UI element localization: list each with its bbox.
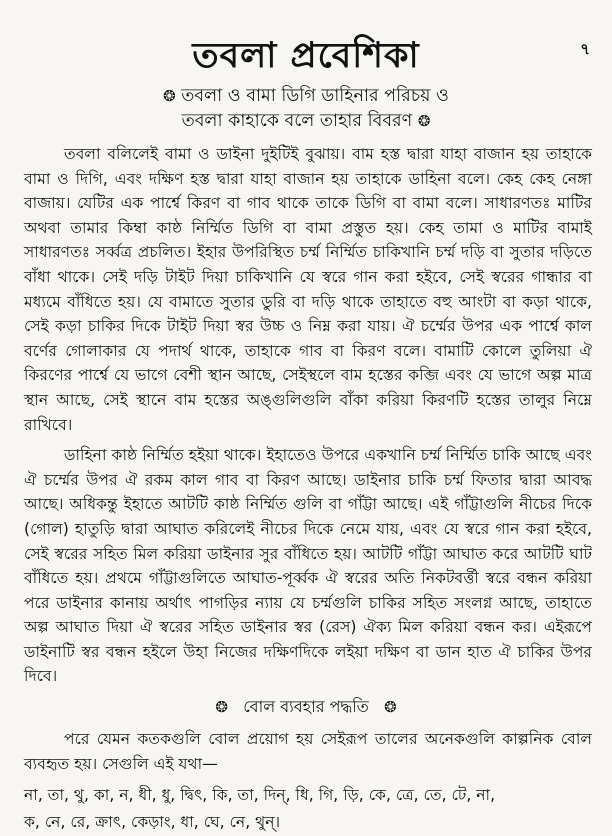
section-heading: [0, 695, 612, 719]
subtitle-line-2: [0, 109, 612, 134]
syllable-list: [24, 782, 592, 836]
subtitle-line-1-text: তবলা ও বামা ডিগি ডাহিনার পরিচয় ও: [181, 86, 449, 106]
page-number: ৭: [580, 40, 590, 58]
syllable-line-2: ক, নে, রে, ক্রাৎ, কেড়াং, ধা, ঘে, নে, থুন্‌।: [24, 813, 281, 832]
body-text: [24, 142, 592, 689]
paragraph-1: তবলা বলিলেই বামা ও ডাইনা দুইটিই বুঝায়। বাম হস্ত দ্বারা যাহা বাজান হয় তাহাকে বামা ও দিগি, এবং দক্ষিণ হস্ত দ্বারা যাহা বাজান হয় তাহাকে ডাহিনা বলে। কেহ কেহ নেঙ্গা বাজায়। যেটির এক পার্শ্বে কিরণ বা গাব থাকে তাকে ডিগি বা বামা বলে। সাধারণতঃ মাটির অথবা তামার কিম্বা কাষ্ঠ নির্ম্মিত ডিগি বা বামা প্রস্তুত হয়। কেহ তামা ও মাটির বামাই সাধারণতঃ সর্ব্বত্র প্রচলিত। ইহার উপরিস্থিত চর্ম্ম নির্ম্মিত চাকিখানি চর্ম্ম দড়ি বা সুতার দড়িতে বাঁধা থাকে। সেই দড়ি টাইট দিয়া চাকিখানি যে স্বরে গান করা হইবে, সেই স্বরের গান্ধার বা মধ্যমে বাঁধিতে হয়। যে বামাতে সুতার ডুরি বা দড়ি থাকে তাহাতে বহু আংটা বা কড়া থাকে, সেই কড়া চাকির দিকে টাইট দিয়া স্বর উচ্চ ও নিম্ন করা যায়। ঐ চর্ম্মের উপর এক পার্শ্বে কাল বর্ণের গোলাকার যে পদার্থ থাকে, তাহাকে গাব বা কিরণ বলে। বামাটি কোলে তুলিয়া ঐ কিরণের পার্শ্বে যে ভাগে বেশী স্থান আছে, সেইস্থলে বাম হস্তের কব্জি এবং যে ভাগে অল্প মাত্র স্থান আছে, সেই স্থানে বাম হস্তের অঙ্গুলিগুলি বাঁকা করিয়া কিরণটি হস্তের তালুর নিম্নে রাখিবে।: [24, 145, 592, 434]
section-heading-text: বোল ব্যবহার পদ্ধতি: [243, 697, 369, 717]
paragraph-2: ডাহিনা কাষ্ঠ নির্ম্মিত হইয়া থাকে। ইহাতেও উপরে একখানি চর্ম্ম নির্ম্মিত চাকি আছে এবং ঐ চর্ম্মের উপর ঐ রকম কাল গাব বা কিরণ আছে। ডাইনার চাকি চর্ম্ম ফিতার দ্বারা আবদ্ধ আছে। অধিকন্তু ইহাতে আটটি কাষ্ঠ নির্ম্মিত গুলি বা গাঁট্টা আছে। এই গাঁট্টাগুলি নীচের দিকে (গোল) হাতুড়ি দ্বারা আঘাত করিলেই নীচের দিকে নেমে যায়, এবং যে স্বরে গান করা হইবে, সেই স্বরের সহিত মিল করিয়া ডাইনার সুর বাঁধিতে হয়। আটটি গাঁট্টা আঘাত করে আটটি ঘাট বাঁধিতে হয়। প্রথমে গাঁট্টাগুলিতে আঘাত-পূর্ব্বক ঐ স্বরের অতি নিকটবর্ত্তী স্বরে বন্ধন করিয়া পরে ডাইনার কানায় অর্থাৎ পাগড়ির ন্যায় যে চর্ম্মগুলি চাকির সহিত সংলগ্ন আছে, তাহাতে অল্প আঘাত দিয়া ঐ স্বরের সহিত ডাইনার স্বর (রেস) ঐক্য মিল করিয়া বন্ধন কর। এইরূপে ডাইনাটি স্বর বন্ধন হইলে উহা নিজের দক্ষিণদিকে লইয়া দক্ষিণ বা ডান হাত ঐ চাকির উপর দিবে।: [24, 446, 592, 686]
subtitle-line-1: [0, 84, 612, 109]
page-title: তবলা প্রবেশিকা: [192, 36, 420, 76]
flower-icon: ❂: [163, 87, 176, 105]
subtitle: [0, 84, 612, 134]
flower-icon: ❂: [215, 698, 228, 717]
body-text: [24, 727, 592, 776]
subtitle-line-2-text: তবলা কাহাকে বলে তাহার বিবরণ: [181, 111, 413, 131]
section-paragraph: পরে যেমন কতকগুলি বোল প্রয়োগ হয় সেইরূপ তালের অনেকগুলি কাল্পনিক বোল ব্যবহৃত হয়। সেগুলি এই যথা—: [24, 730, 592, 773]
flower-icon: ❂: [384, 698, 397, 717]
flower-icon: ❂: [417, 112, 431, 130]
syllable-line-1: না, তা, থু, কা, ন, ধী, ধু, দ্বিৎ, কি, তা, দিন্‌, ধি, গি, ড়ি, কে, ত্রে, তে, টে, না,: [24, 786, 496, 805]
